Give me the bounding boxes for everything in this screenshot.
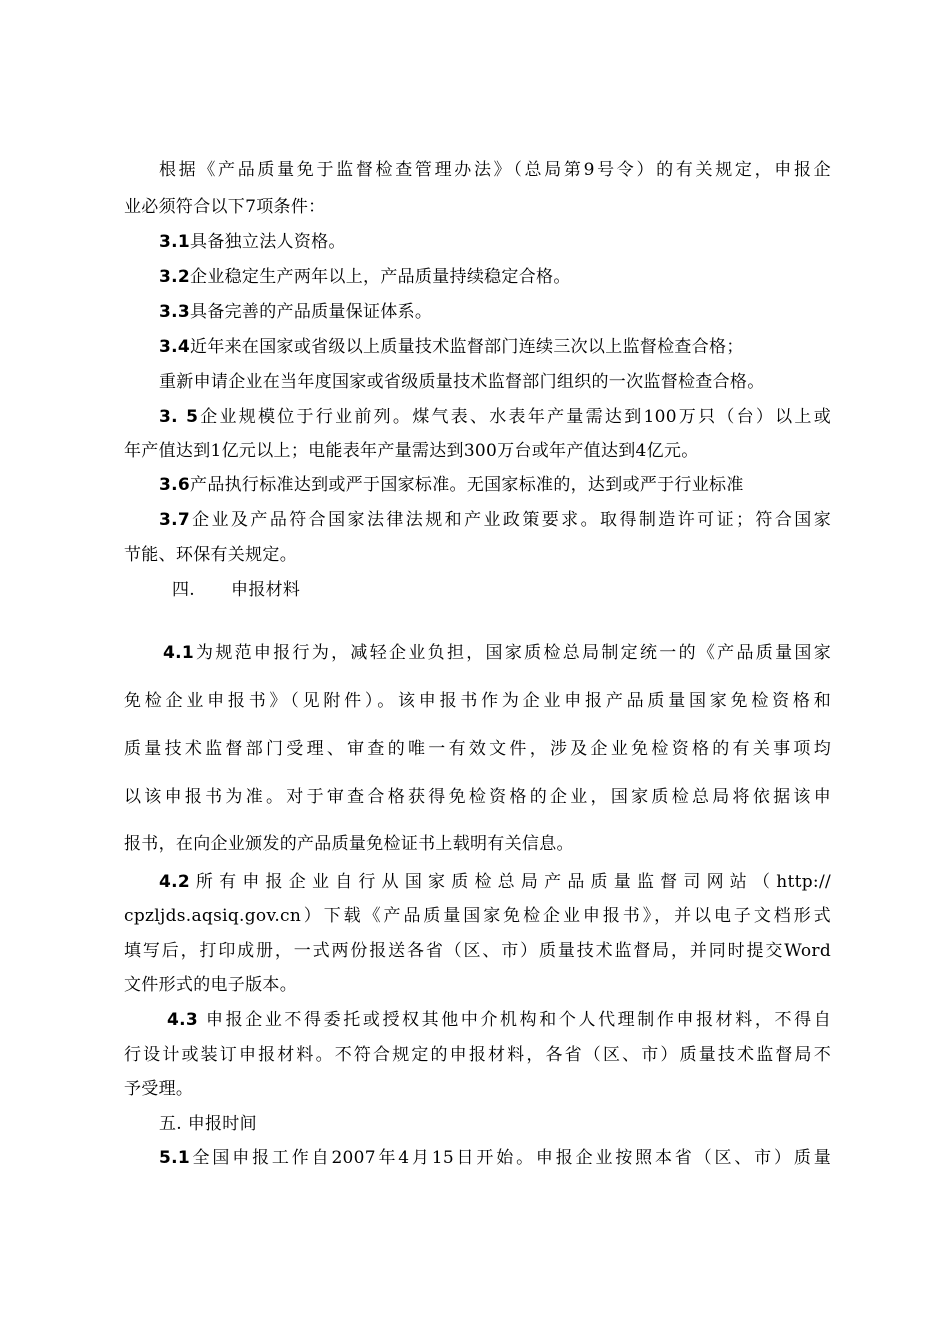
paragraph-line: 根据《产品质量免于监督检查管理办法》（总局第9号令）的有关规定，申报企 [159, 160, 831, 180]
item-3-3: 3.3具备完善的产品质量保证体系。 [159, 302, 433, 322]
item-5-1: 5.1全国申报工作自2007年4月15日开始。申报企业按照本省（区、市）质量 [159, 1148, 831, 1168]
section-heading-4 [172, 580, 300, 600]
item-number: 3. 5 [159, 407, 199, 427]
paragraph-line: cpzljds.aqsiq.gov.cn）下载《产品质量国家免检企业申报书》，并以电子文档形式 [124, 906, 831, 926]
paragraph-line: 节能、环保有关规定。 [124, 545, 297, 565]
item-number: 3.7 [159, 510, 191, 530]
item-4-2: 4.2所有申报企业自行从国家质检总局产品质量监督司网站（http:// [159, 872, 831, 892]
item-number: 3.1 [159, 232, 191, 252]
item-number: 5.1 [159, 1148, 191, 1168]
item-number: 3.4 [159, 337, 191, 357]
paragraph-line: 以该申报书为准。对于审查合格获得免检资格的企业，国家质检总局将依据该申 [124, 787, 831, 807]
item-4-3: 4.3 申报企业不得委托或授权其他中介机构和个人代理制作申报材料，不得自 [167, 1010, 831, 1030]
paragraph-line: 年产值达到1亿元以上；电能表年产量需达到300万台或年产值达到4亿元。 [124, 441, 699, 461]
paragraph-line: 业必须符合以下7项条件： [124, 197, 326, 217]
paragraph-line: 行设计或装订申报材料。不符合规定的申报材料，各省（区、市）质量技术监督局不 [124, 1045, 831, 1065]
item-3-1: 3.1具备独立法人资格。 [159, 232, 346, 252]
heading-number: 四. [172, 580, 196, 600]
item-number: 4.1 [163, 643, 195, 663]
item-number: 4.3 [167, 1010, 199, 1030]
section-heading-5: 五. 申报时间 [159, 1114, 257, 1134]
paragraph-line: 质量技术监督部门受理、审查的唯一有效文件，涉及企业免检资格的有关事项均 [124, 739, 831, 759]
item-3-4: 3.4近年来在国家或省级以上质量技术监督部门连续三次以上监督检查合格； [159, 337, 744, 357]
item-number: 3.6 [159, 475, 191, 495]
paragraph-line: 重新申请企业在当年度国家或省级质量技术监督部门组织的一次监督检查合格。 [159, 372, 765, 392]
item-3-7: 3.7企业及产品符合国家法律法规和产业政策要求。取得制造许可证；符合国家 [159, 510, 831, 530]
paragraph-line: 报书，在向企业颁发的产品质量免检证书上载明有关信息。 [124, 834, 574, 854]
item-4-1: 4.1为规范申报行为，减轻企业负担，国家质检总局制定统一的《产品质量国家 [163, 643, 831, 663]
paragraph-line: 免检企业申报书》（见附件）。该申报书作为企业申报产品质量国家免检资格和 [124, 691, 831, 711]
paragraph-line: 文件形式的电子版本。 [124, 975, 297, 995]
heading-title: 申报材料 [231, 580, 301, 600]
item-3-6: 3.6产品执行标准达到或严于国家标准。无国家标准的，达到或严于行业标准 [159, 475, 744, 495]
item-number: 3.3 [159, 302, 191, 322]
item-number: 3.2 [159, 267, 191, 287]
paragraph-line: 予受理。 [124, 1079, 194, 1099]
item-3-2: 3.2企业稳定生产两年以上，产品质量持续稳定合格。 [159, 267, 571, 287]
item-3-5: 3. 5企业规模位于行业前列。煤气表、水表年产量需达到100万只（台）以上或 [159, 407, 832, 427]
item-number: 4.2 [159, 872, 191, 892]
paragraph-line: 填写后，打印成册，一式两份报送各省（区、市）质量技术监督局，并同时提交Word [124, 941, 831, 961]
